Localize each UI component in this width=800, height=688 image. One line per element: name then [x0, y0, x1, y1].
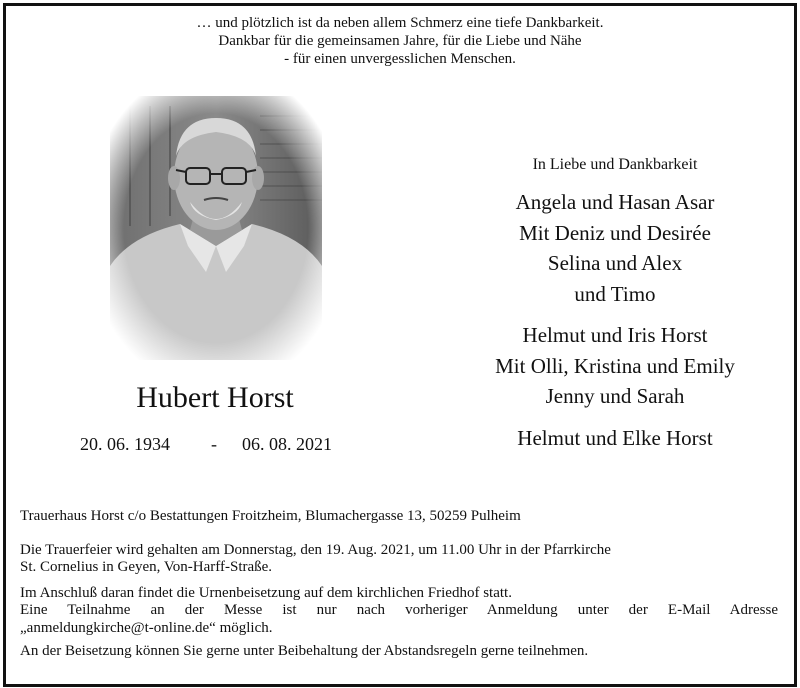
mourner-group-1 — [430, 187, 800, 309]
mourner-line: Angela und Hasan Asar — [515, 190, 715, 214]
deceased-name: Hubert Horst — [136, 381, 294, 414]
mourning-house-address: Trauerhaus Horst c/o Bestattungen Froitzheim, Blumachergasse 13, 50259 Pulheim — [20, 508, 521, 524]
birth-date: 20. 06. 1934 — [80, 434, 170, 454]
mourner-line: Mit Olli, Kristina und Emily — [495, 353, 735, 378]
mourner-line: Helmut und Elke Horst — [517, 425, 713, 450]
date-separator: - — [211, 434, 217, 454]
registration-info-line-2: „anmeldungkirche@t-online.de“ möglich. — [20, 619, 273, 636]
service-info-line-2: St. Cornelius in Geyen, Von-Harff-Straße. — [20, 559, 273, 575]
portrait-photo — [110, 96, 322, 360]
mourner-line: Mit Deniz und Desirée — [519, 220, 711, 245]
mourner-group-2 — [430, 320, 800, 412]
mourners-heading: In Liebe und Dankbarkeit — [532, 156, 698, 173]
registration-info-line-1: Eine Teilnahme an der Messe ist nur nach vorheriger Anmeldung unter der E-Mail Adresse — [20, 602, 778, 618]
mourner-line: Selina und Alex — [547, 251, 683, 275]
mourner-line: und Timo — [574, 281, 656, 306]
death-date: 06. 08. 2021 — [242, 434, 332, 454]
service-info-line-1: Die Trauerfeier wird gehalten am Donnerstag, den 19. Aug. 2021, um 11.00 Uhr in der Pfarrkirche — [20, 541, 611, 558]
urn-burial-info: Im Anschluß daran findet die Urnenbeisetzung auf dem kirchlichen Friedhof statt. — [20, 584, 512, 601]
mourner-line: Helmut und Iris Horst — [522, 323, 708, 347]
mourner-line: Jenny und Sarah — [545, 384, 685, 408]
intro-line-3: - für einen unvergesslichen Menschen. — [284, 51, 516, 67]
intro-verse — [0, 14, 800, 68]
mourner-group-3 — [430, 423, 800, 454]
distance-rules-info: An der Beisetzung können Sie gerne unter Beibehaltung der Abstandsregeln gerne teilnehmen. — [20, 643, 589, 659]
intro-line-2: Dankbar für die gemeinsamen Jahre, für die Liebe und Nähe — [218, 33, 582, 49]
mourners-block — [430, 155, 800, 453]
funeral-notice — [20, 508, 778, 661]
intro-line-1: … und plötzlich ist da neben allem Schmerz eine tiefe Dankbarkeit. — [196, 15, 604, 31]
